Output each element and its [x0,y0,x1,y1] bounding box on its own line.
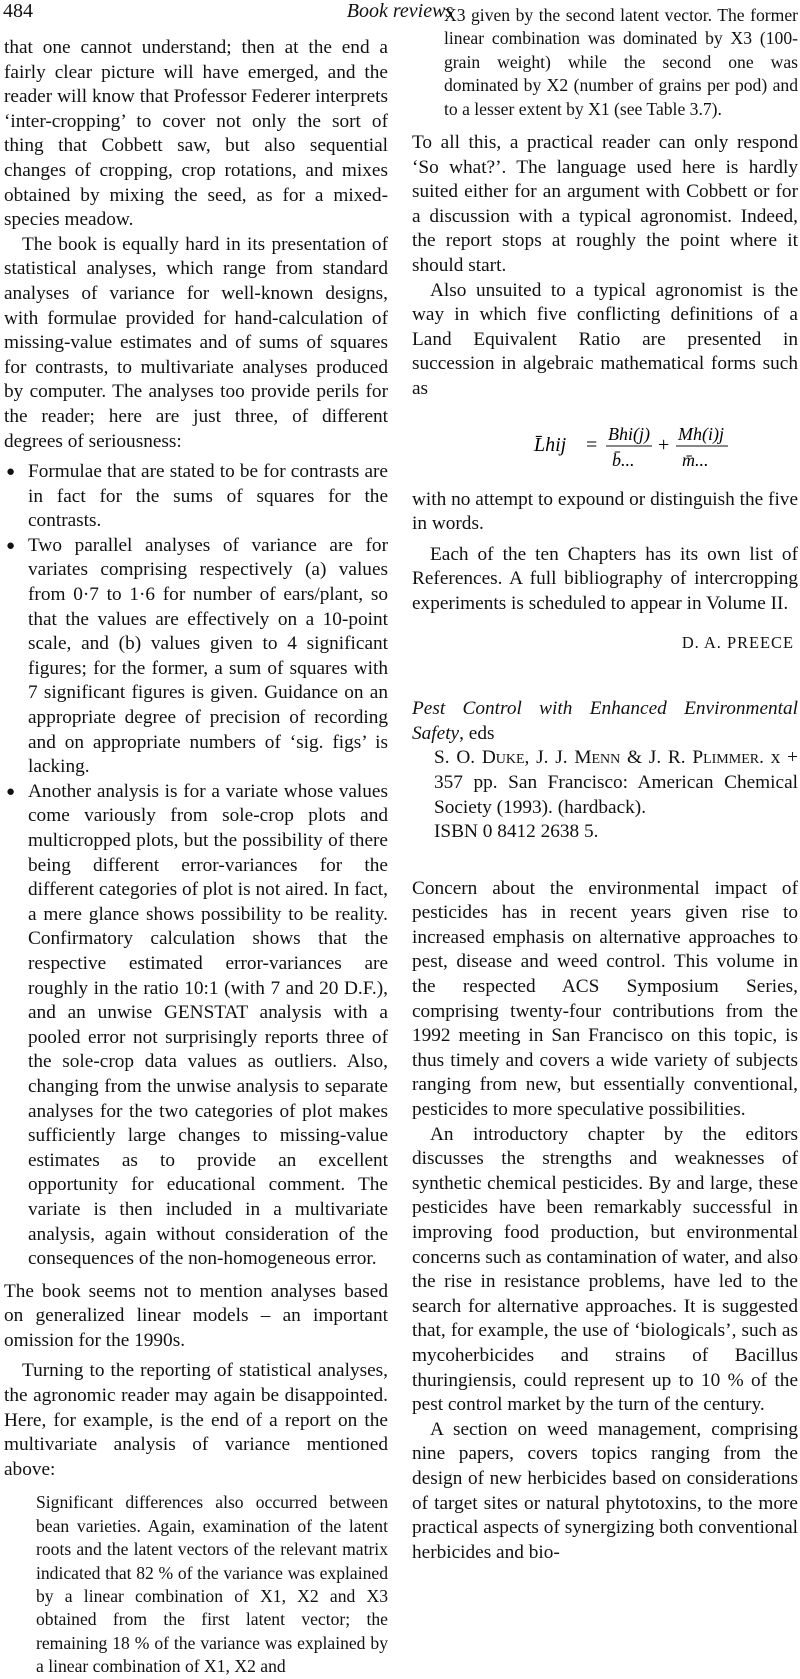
book-title: Pest Control with Enhanced Environmental Safety [412,698,798,744]
bullet-icon: ● [6,464,16,481]
block-quote: Significant differences also occurred between bean varieties. Again, examination of the latent roots and the latent vectors of the relevant matrix indicated that 82 % of the variance was explained by a linear combination of X1, X2 and X3 obtained from the first latent vector; the remaining 18 % of the variance was explained by a linear combination of X1, X2 and [36,1492,388,1677]
block-quote-continued: X3 given by the second latent vector. The former linear combination was dominated by X3 (100-grain weight) while the second one was dominated by X2 (number of grains per pod) and to a lesser extent by X1 (see Table 3.7). [444,5,798,119]
ler-formula [412,420,798,472]
book-isbn: ISBN 0 8412 2638 5. [434,821,599,843]
list-item-text: Another analysis is for a variate whose values come variously from sole-crop plots and multicropped plots, but the possibility of there being different error-variances for the different categories of plot is not aired. In fact, a mere glance shows possibility to be reality. Confirmatory calculation shows that the respective estimated error-variances are roughly in the ratio 10:1 (with 7 and 20 D.F.), and an unwise GENSTAT analysis with a pooled error not surprisingly reports three of the sole-crop data values as outliers. Also, changing from the unwise analysis to separate analyses for the two categories of plot makes sufficiently large changes to missing-value estimates as to provide an excellent opportunity for educational comment. The variate is then included in a multivariate analysis, again without consideration of the consequences of the non-homogeneous error. [28,780,388,1270]
paragraph: The book seems not to mention analyses based on generalized linear models – an important omission for the 1990s. [4,1280,388,1351]
citation-eds: , eds [459,722,495,744]
list-item [4,780,388,1272]
formula-graphic [412,420,798,472]
paragraph: that one cannot understand; then at the end a fairly clear picture will have emerged, and the reader will know that Professor Federer interprets ‘inter-cropping’ to cover not only the sort of thing that Cobbett saw, but also sequential changes of cropping, crop rotations, and mixes obtained by mixing the seed, as for a mixed-species meadow. [4,37,388,231]
bullet-icon: ● [6,537,16,554]
bullet-icon: ● [6,783,16,800]
book-publication: x + 357 pp. San Francisco: American Chemical Society (1993). (hardback). [434,747,798,818]
paragraph: Each of the ten Chapters has its own list of References. A full bibliography of intercropping experiments is scheduled to appear in Volume II. [412,543,798,614]
citation-first-line [412,697,798,746]
citation-details [412,746,798,820]
right-column [412,4,798,1565]
paragraph: Turning to the reporting of statistical analyses, the agronomic reader may again be disappointed. Here, for example, is the end of a report on the multivariate analysis of variance mentioned above: [4,1360,388,1480]
book-authors: S. O. Duke, J. J. Menn & J. R. Plimmer. [434,747,764,769]
paragraph: Concern about the environmental impact of pesticides has in recent years given rise to increased emphasis on alternative approaches to pest, disease and weed control. This volume in the respected ACS Symposium Series, comprising twenty-four contributions from the 1992 meeting in San Francisco on this topic, is thus timely and covers a wide variety of subjects ranging from new, but essentially conventional, pesticides to more speculative possibilities. [412,877,798,1121]
plus-sign: + [658,433,670,456]
list-item-text: Formulae that are stated to be for contrasts are in fact for the sums of squares for the contrasts. [28,461,388,532]
paragraph: A section on weed management, comprising nine papers, covers topics ranging from the design of new herbicides based on considerations of target sites or natural phytotoxins, to the more practical aspects of synergizing both conventional herbicides and bio- [412,1418,798,1563]
book-citation [412,697,798,845]
paragraph: The book is equally hard in its presentation of statistical analyses, which range from standard analyses of variance for well-known designs, with formulae provided for hand-calculation of missing-value estimates and of sums of squares for contrasts, to multivariate analyses produced by computer. The analyses too provide perils for the reader; here are just three, of different degrees of seriousness: [4,233,388,452]
bullet-list [4,460,388,1272]
list-item [4,534,388,780]
equals-sign: = [586,433,598,456]
formula-denominator-2: m̄... [682,449,709,470]
running-title: Book reviews [346,0,454,22]
paragraph: Also unsuited to a typical agronomist is the way in which five conflicting definitions of a Land Equivalent Ratio are presented in succession in algebraic mathematical forms such as [412,279,798,399]
formula-numerator-2: Mh(i)j [678,423,724,444]
paragraph: with no attempt to expound or distinguish the five in words. [412,488,798,535]
paragraph: An introductory chapter by the editors discusses the strengths and weaknesses of synthetic chemical pesticides. By and large, these pesticides have been remarkably successful in improving food production, but environmental concerns such as contamination of water, and also the rise in resistance problems, have led to the search for alternative approaches. It is suggested that, for example, the use of ‘biologicals’, such as mycoherbicides and strains of Bacillus thuringiensis, could represent up to 10 % of the pest control market by the turn of the century. [412,1123,798,1416]
left-column [4,36,388,1679]
reviewer-signature: D. A. PREECE [681,632,794,652]
list-item [4,460,388,534]
formula-numerator-1: Bhi(j) [608,423,650,444]
list-item-text: Two parallel analyses of variance are for variates comprising respectively (a) values from 0·7 to 1·6 for number of ears/plant, so that the values are effectively on a 10-point scale, and (b) values given to 4 significant figures; for the former, a sum of squares with 7 significant figures is given. Guidance on an appropriate degree of precision of recording and on appropriate numbers of ‘sig. figs’ is lacking. [28,534,388,778]
page-number: 484 [3,0,33,22]
paragraph: To all this, a practical reader can only respond ‘So what?’. The language used here is hardly suited either for an argument with Cobbett or for a discussion with a typical agronomist. Indeed, the report stops at roughly the point where it should start. [412,132,798,276]
formula-denominator-1: b̄... [612,449,635,470]
formula-lhs: L̄hij [534,433,567,456]
